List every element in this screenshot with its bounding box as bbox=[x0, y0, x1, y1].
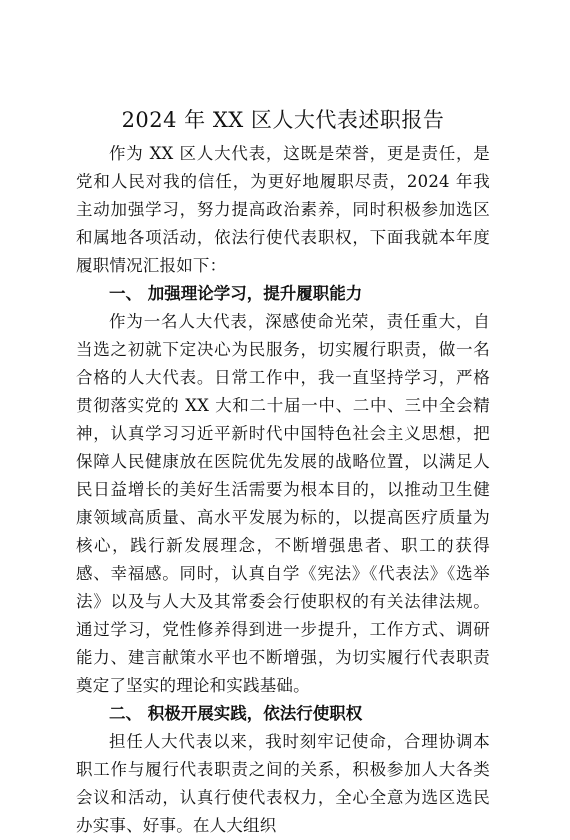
section-1-paragraph: 作为一名人大代表，深感使命光荣，责任重大，自当选之初就下定决心为民服务，切实履行职责，做一名合格的人大代表。日常工作中，我一直坚持学习，严格贯彻落实党的 XX 大和二十届一中、二中、三中全会精神，认真学习习近平新时代中国特色社会主义思想，把保障人民健康放在医院优先发展的战略位置，以满足人民日益增长的美好生活需要为根本目的，以推动卫生健康领域高质量、高水平发展为标的，以提高医疗质量为核心，践行新发展理念，不断增强患者、职工的获得感、幸福感。同时，认真自学《宪法》《代表法》《选举法》以及与人大及其常委会行使职权的有关法律法规。通过学习，党性修养得到进一步提升，工作方式、调研能力、建言献策水平也不断增强，为切实履行代表职责奠定了坚实的理论和实践基础。 bbox=[76, 312, 490, 695]
intro-paragraph: 作为 XX 区人大代表，这既是荣誉，更是责任，是党和人民对我的信任，为更好地履职尽责，2024 年我主动加强学习，努力提高政治素养，同时积极参加选区和属地各项活动，依法行使代表职权，下面我就本年度履职情况汇报如下： bbox=[76, 144, 490, 275]
section-1-heading: 一、 加强理论学习，提升履职能力 bbox=[109, 284, 363, 303]
section-2-heading: 二、 积极开展实践，依法行使职权 bbox=[109, 704, 363, 723]
section-2-paragraph: 担任人大代表以来，我时刻牢记使命，合理协调本职工作与履行代表职责之间的关系，积极参加人大各类会议和活动，认真行使代表权力，全心全意为选区选民办实事、好事。在人大组织 bbox=[76, 732, 490, 835]
document-body bbox=[76, 104, 490, 840]
document-title: 2024 年 XX 区人大代表述职报告 bbox=[121, 108, 445, 132]
